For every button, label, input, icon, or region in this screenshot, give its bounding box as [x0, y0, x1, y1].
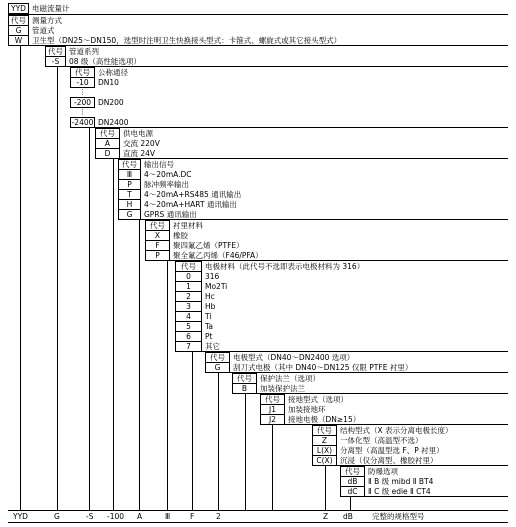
example-token-liner: F [190, 512, 195, 521]
leader-line-0 [20, 46, 21, 510]
desc-flange-0: 加装保护法兰 [260, 384, 305, 393]
desc-output-4: GPRS 通讯输出 [144, 210, 197, 219]
desc-ground-1: 接地电极（DN≥15） [288, 415, 361, 424]
code-output-4: G [118, 209, 141, 220]
header-underline [8, 14, 508, 15]
code-electrode-0: 0 [175, 271, 202, 282]
code-flange-0: B [232, 383, 257, 394]
desc-liner-1: 聚四氟乙烯（PTFE） [173, 241, 244, 250]
underline-explosion [340, 496, 508, 497]
code-header-explosion: 代号 [340, 466, 365, 477]
group-title-power: 供电电源 [123, 129, 153, 138]
desc-diameter-2: DN200 [98, 98, 124, 107]
code-header-output: 代号 [118, 159, 141, 170]
example-token-measure: G [54, 512, 60, 521]
desc-measure-0: 管道式 [32, 26, 55, 35]
code-header-measure: 代号 [8, 15, 29, 26]
code-liner-1: F [145, 240, 170, 251]
desc-electrode-6: Pt [205, 332, 213, 341]
code-diameter-4: -2400 [71, 118, 94, 127]
code-header-ground: 代号 [260, 394, 285, 405]
code-output-0: Ⅲ [118, 169, 141, 180]
code-structure-0: Z [312, 435, 337, 446]
group-title-structure: 结构型式（X 表示分离电极长度） [340, 426, 453, 435]
code-electrode-1: 1 [175, 281, 202, 292]
group-title-electrode_type: 电极型式（DN40～DN2400 选项） [233, 353, 355, 362]
code-power-1: D [95, 148, 120, 159]
example-token-yyd: YYD [13, 512, 28, 521]
leader-line-2 [89, 128, 90, 510]
code-electrode-7: 7 [175, 341, 202, 352]
desc-liner-2: 聚全氟乙丙烯（F46/PFA） [173, 251, 263, 260]
group-title-output: 输出信号 [144, 160, 174, 169]
example-top-border [8, 510, 508, 511]
leader-line-3 [113, 159, 114, 510]
code-measure-1: W [8, 35, 29, 46]
code-header-electrode_type: 代号 [205, 352, 230, 363]
example-token-output: Ⅲ [165, 512, 171, 521]
leader-line-10 [325, 466, 326, 510]
code-structure-1: L(X) [312, 445, 337, 456]
code-structure-2: C(X) [312, 455, 337, 466]
code-ground-0: J1 [260, 404, 285, 415]
code-explosion-1: dC [340, 486, 365, 497]
code-header-power: 代号 [95, 128, 120, 139]
desc-electrode_type-0: 刮刀式电极（其中 DN40～DN125 仅限 PTFE 衬里） [233, 363, 413, 372]
desc-electrode-4: Ti [205, 312, 212, 321]
desc-diameter-4: DN2400 [98, 118, 129, 127]
leader-line-9 [272, 425, 273, 510]
desc-series-0: 08 级（高性能选项） [69, 57, 141, 66]
code-series-0: -S [45, 56, 66, 67]
desc-structure-0: 一体化型（高温型不选） [340, 436, 423, 445]
product-code-cell: YYD [8, 3, 29, 14]
code-electrode-2: 2 [175, 291, 202, 302]
group-title-liner: 衬里材料 [173, 221, 203, 230]
code-electrode_type-0: G [205, 362, 230, 373]
code-diameter-0: -10 [70, 77, 95, 88]
code-header-series: 代号 [45, 46, 66, 57]
desc-output-1: 脉冲频率输出 [144, 180, 189, 189]
desc-structure-2: 沉浸（仅分离型、橡胶衬里） [340, 456, 438, 465]
ellipsis-diameter-3: ⋮ [79, 108, 86, 116]
group-title-flange: 保护法兰（选项） [260, 374, 320, 383]
code-output-2: T [118, 189, 141, 200]
leader-line-6 [192, 352, 193, 510]
desc-liner-0: 橡胶 [173, 231, 188, 240]
code-diameter-2: -200 [70, 97, 95, 108]
group-title-explosion: 防爆选项 [368, 467, 398, 476]
code-header-flange: 代号 [232, 373, 257, 384]
leader-line-5 [167, 261, 168, 510]
group-title-ground: 接地型式（选项） [288, 395, 348, 404]
desc-electrode-5: Ta [205, 322, 213, 331]
code-output-1: P [118, 179, 141, 190]
desc-ground-0: 加装接地环 [288, 405, 326, 414]
desc-structure-1: 分离型（高温型选 F、P 衬里） [340, 446, 444, 455]
code-electrode-6: 6 [175, 331, 202, 342]
desc-electrode-1: Mo2Ti [205, 282, 228, 291]
desc-power-1: 直流 24V [123, 149, 156, 158]
code-header-electrode: 代号 [175, 261, 202, 272]
desc-electrode-7: 其它 [205, 342, 220, 351]
group-title-diameter: 公称通径 [98, 68, 128, 77]
example-label: 完整的规格型号 [372, 512, 425, 521]
code-liner-0: X [145, 230, 170, 241]
code-liner-2: P [145, 250, 170, 261]
desc-output-3: 4～20mA+HART 通讯输出 [144, 200, 237, 209]
example-token-power: A [137, 512, 143, 521]
desc-explosion-1: Ⅱ C 级 edie Ⅱ CT4 [368, 487, 431, 496]
leader-line-1 [57, 67, 58, 510]
code-header-structure: 代号 [312, 425, 337, 436]
desc-electrode-2: Hc [205, 292, 215, 301]
ellipsis-diameter-1: ⋮ [79, 88, 86, 96]
code-measure-0: G [8, 25, 29, 36]
desc-explosion-0: Ⅱ B 级 mibd Ⅱ BT4 [368, 477, 434, 486]
product-name: 电磁流量计 [32, 4, 70, 13]
code-ground-1: J2 [260, 414, 285, 425]
code-electrode-4: 4 [175, 311, 202, 322]
desc-measure-1: 卫生型（DN25～DN150，选型时注明卫生快换接头型式：卡箍式、螺旋式或其它接头型式） [32, 36, 342, 45]
code-explosion-0: dB [340, 476, 365, 487]
example-token-electrode: 2 [216, 512, 221, 521]
desc-electrode-0: 316 [205, 272, 220, 281]
group-title-measure: 测量方式 [32, 16, 62, 25]
code-header-liner: 代号 [145, 220, 170, 231]
desc-electrode-3: Hb [205, 302, 216, 311]
code-output-3: H [118, 199, 141, 210]
example-token-explosion: dB [343, 512, 353, 521]
example-bottom-border [8, 522, 508, 523]
group-title-electrode: 电极材料（此代号不选即表示电极材料为 316） [205, 262, 365, 271]
desc-diameter-0: DN10 [98, 78, 119, 87]
desc-output-2: 4～20mA+RS485 通讯输出 [144, 190, 242, 199]
desc-output-0: 4～20mA.DC [144, 170, 192, 179]
desc-power-0: 交流 220V [123, 139, 160, 148]
example-token-series: -S [86, 512, 94, 521]
example-token-diameter: -100 [107, 512, 125, 521]
code-electrode-5: 5 [175, 321, 202, 332]
example-token-structure: Z [323, 512, 329, 521]
leader-line-11 [350, 497, 351, 510]
leader-line-8 [245, 394, 246, 510]
code-power-0: A [95, 138, 120, 149]
code-electrode-3: 3 [175, 301, 202, 312]
group-title-series: 管道系列 [69, 47, 99, 56]
leader-line-4 [139, 220, 140, 510]
code-header-diameter: 代号 [70, 67, 95, 78]
leader-line-7 [218, 373, 219, 510]
